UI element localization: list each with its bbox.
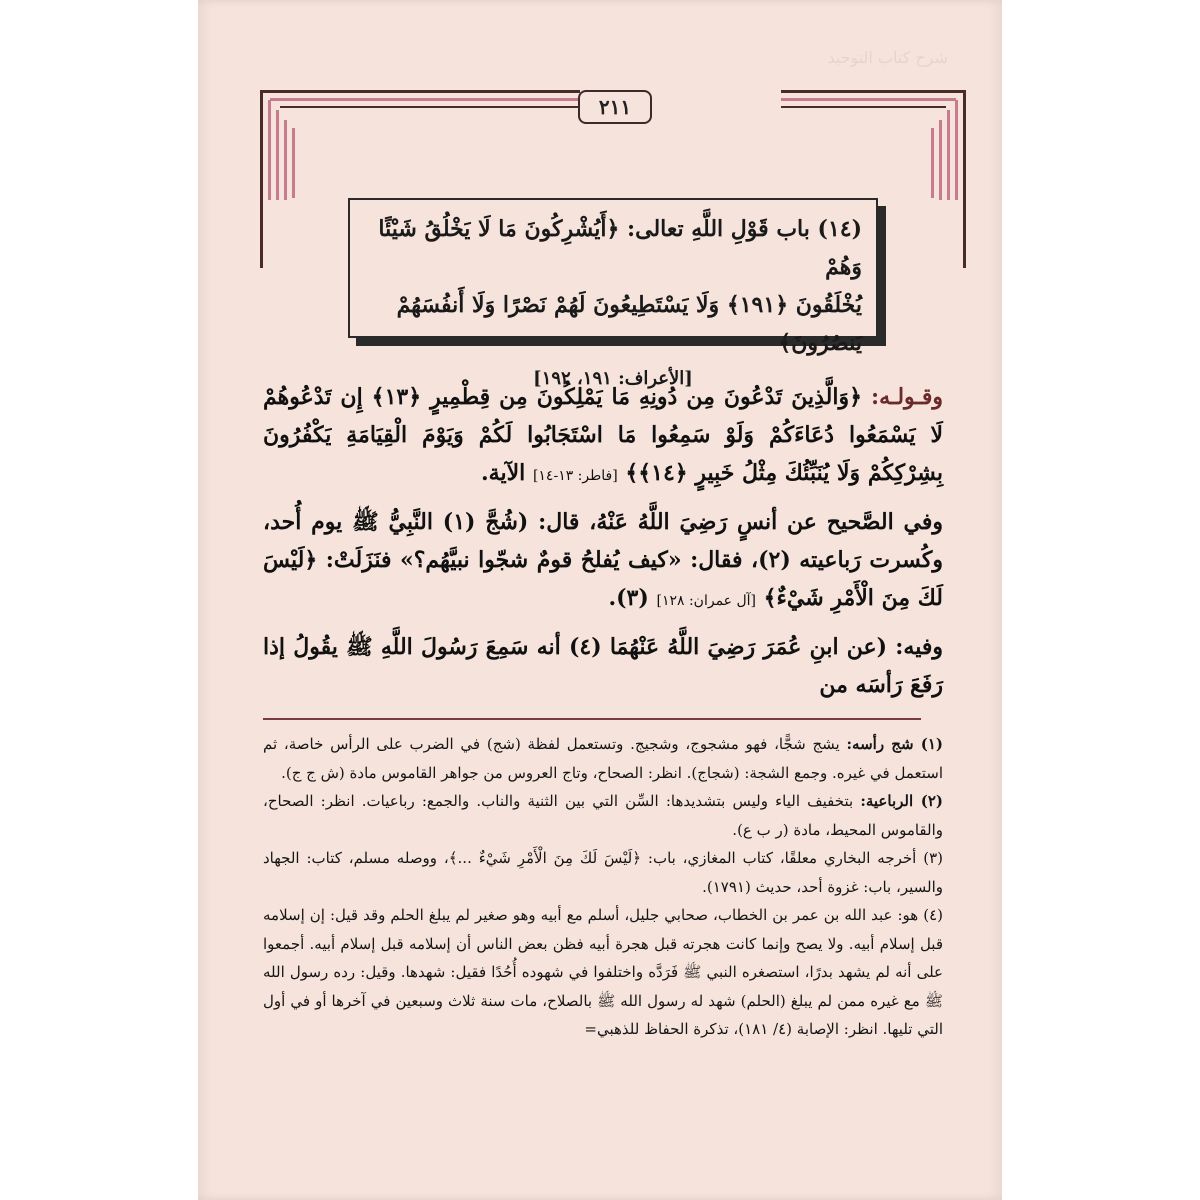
paragraph-tail: الآية.	[481, 460, 526, 486]
paragraph-lead: وفي الصَّحيح عن أنسٍ	[736, 509, 943, 535]
footnotes	[263, 730, 943, 1044]
footnote-key: (٣)	[923, 849, 943, 867]
footnote-text: يشج شجًّا، فهو مشجوج، وشجيج. وتستعمل لفظة (شج) في الضرب على الرأس خاصة، ثم استعمل في غيره. وجمع الشجة: (شجاج). انظر: الصحاح، وتاج العروس من جواهر القاموس مادة (ش ج ج).	[263, 735, 943, 782]
footnote-text: بتخفيف الياء وليس بتشديدها: السِّن التي بين الثنية والناب. والجمع: رباعيات. انظر: الصحاح، والقاموس المحيط، مادة (ر ب ع).	[263, 792, 943, 839]
paragraph	[263, 503, 943, 620]
paragraph-lead: وقـولـه:	[870, 384, 943, 410]
paragraph-text: رَضِيَ اللَّهُ عَنْهُ، قال: (شُجَّ (١) النَّبِيُّ ﷺ يوم أُحد، وكُسرت رَباعيته (٢)، فقال: «كيف يُفلحُ قومٌ شجّوا نبيَّهُم؟» فنَزَلَتْ: ﴿لَيْسَ لَكَ مِنَ الْأَمْرِ شَيْءٌ﴾	[263, 509, 944, 611]
book-page	[198, 0, 1002, 1200]
paragraph	[263, 378, 943, 495]
verse-reference: [فاطر: ١٣-١٤]	[532, 468, 618, 484]
chapter-line-1: (١٤) باب قَوْلِ اللَّهِ تعالى: ﴿أَيُشْرِكُونَ مَا لَا يَخْلُقُ شَيْئًا وَهُمْ	[378, 216, 862, 280]
footnote-key: (٢) الرباعية:	[860, 792, 943, 810]
chapter-reference: [الأعراف: ١٩١، ١٩٢]	[533, 368, 693, 389]
footnote-key: (١) شج رأسه:	[846, 735, 944, 753]
footnote	[263, 730, 943, 787]
bleed-through-text: شرح كتاب التوحيد	[827, 48, 948, 67]
verse-reference: [آل عمران: ١٢٨]	[656, 593, 756, 609]
paragraph-lead: وفيه:	[895, 634, 943, 660]
footnote-text: هو: عبد الله بن عمر بن الخطاب، صحابي جليل، أسلم مع أبيه وهو صغير لم يبلغ الحلم وقد قيل: إن إسلامه قبل إسلام أبيه. ولا يصح وإنما كانت هجرته قبل هجرة أبيه فظن بعض الناس أن إسلامه قبل إسلام أبيه. أجمعوا على أنه لم يشهد بدرًا، استصغره النبي ﷺ فَرَدَّه واختلفوا في شهوده أُحُدًا فقيل: شهدها. وقيل: رده رسول الله ﷺ مع غيره ممن لم يبلغ (الحلم) شهد له رسول الله ﷺ بالصلاح، مات سنة ثلاث وسبعين في آخرها أو في أول التي تليها. انظر: الإصابة (٤/ ١٨١)، تذكرة الحفاظ للذهبي=	[263, 906, 943, 1038]
paragraph-tail: (٣).	[608, 585, 649, 611]
main-text	[263, 378, 943, 712]
footnote	[263, 787, 943, 844]
footnote-text: أخرجه البخاري معلقًا، كتاب المغازي، باب: ﴿لَيْسَ لَكَ مِنَ الْأَمْرِ شَيْءٌ ...﴾، ووصله مسلم، كتاب: الجهاد والسير، باب: غزوة أحد، حديث (١٧٩١).	[263, 849, 943, 896]
paragraph-text: ﴿وَالَّذِينَ تَدْعُونَ مِن دُونِهِ مَا يَمْلِكُونَ مِن قِطْمِيرٍ ﴿١٣﴾ إِن تَدْعُوهُمْ لَا يَسْمَعُوا دُعَاءَكُمْ وَلَوْ سَمِعُوا مَا اسْتَجَابُوا لَكُمْ وَيَوْمَ الْقِيَامَةِ يَكْفُرُونَ بِشِرْكِكُمْ وَلَا يُنَبِّئُكَ مِثْلُ خَبِيرٍ ﴿١٤﴾﴾	[263, 384, 943, 486]
footnote	[263, 901, 943, 1044]
footnote-divider	[263, 718, 921, 720]
footnote-key: (٤)	[923, 906, 943, 924]
chapter-line-2: يُخْلَقُونَ ﴿١٩١﴾ وَلَا يَسْتَطِيعُونَ لَهُمْ نَصْرًا وَلَا أَنفُسَهُمْ يَنصُرُونَ﴾	[396, 292, 862, 356]
page-number: ٢١١	[578, 90, 652, 124]
chapter-heading-box	[348, 198, 878, 389]
footnote	[263, 844, 943, 901]
paragraph	[263, 628, 943, 704]
paragraph-text: (عن ابنِ عُمَرَ رَضِيَ اللَّهُ عَنْهُمَا (٤) أنه سَمِعَ رَسُولَ اللَّهِ ﷺ يقُولُ إذا رَفَعَ رَأسَه من	[263, 634, 943, 698]
